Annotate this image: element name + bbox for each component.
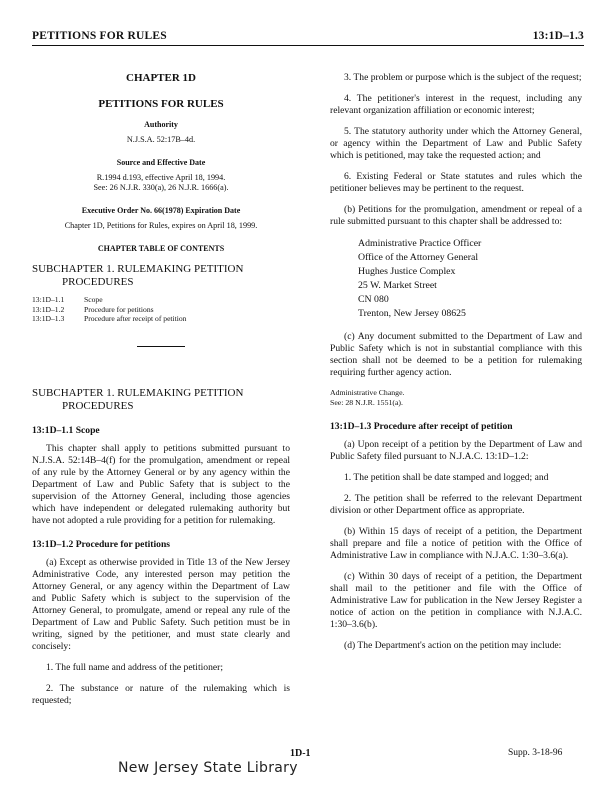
address-line: Hughes Justice Complex [358,266,456,277]
exec-order-text: Chapter 1D, Petitions for Rules, expires on April 18, 1999. [64,221,258,230]
section-heading-1-2: 13:1D–1.2 Procedure for petitions [32,538,171,550]
section-1-2-b: (b) Petitions for the promulgation, amendment or repeal of a rule submitted pursuant to this chapter shall be addressed to: [330,204,582,227]
authority-text: N.J.S.A. 52:17B–4d. [126,135,196,144]
authority-label: Authority [144,120,178,129]
library-stamp: New Jersey State Library [118,760,298,776]
section-1-3-b: (b) Within 15 days of receipt of a petition, the Department shall prepare and file a notice of petition with the Office of Administrative Law in compliance with N.J.A.C. 1:30–3.6(a). [330,526,582,561]
note-line-2: See: 28 N.J.R. 1551(a). [330,397,403,407]
address-line: Administrative Practice Officer [358,238,482,249]
section-1-2-item-1: 1. The full name and address of the petitioner; [46,661,223,673]
section-1-3-d: (d) The Department's action on the petition may include: [344,640,562,651]
toc-num[interactable]: 13:1D–1.2 [32,304,65,314]
section-1-2-item-5: 5. The statutory authority under which the Attorney General, or agency within the Department of Law and Public Safety which is petitioned, may take the requested action; and [330,126,582,161]
section-1-3-c: (c) Within 30 days of receipt of a petition, the Department shall mail to the petitioner and file with the Office of Administrative Law for publication in the New Jersey Register a notice of action on the petition in compliance with N.J.A.C. 1:30–3.6(b). [330,571,582,630]
table-of-contents [32,295,290,324]
section-1-2-item-3: 3. The problem or purpose which is the subject of the request; [344,72,582,83]
chapter-title: PETITIONS FOR RULES [98,98,224,110]
section-1-2-c: (c) Any document submitted to the Department of Law and Public Safety which is not in substantial compliance with this section shall not be deemed to be a petition for rulemaking requiring further agency action. [330,331,582,378]
source-line-1: R.1994 d.193, effective April 18, 1994. [96,173,226,182]
source-label: Source and Effective Date [116,158,206,167]
address-line: CN 080 [358,294,389,305]
toc-num[interactable]: 13:1D–1.3 [32,314,65,323]
note-line-1: Administrative Change. [330,388,405,397]
mailing-address [358,237,582,321]
header-rule [32,45,584,46]
section-1-2-item-6: 6. Existing Federal or State statutes and rules which the petitioner believes may be pertinent to the request. [330,171,582,194]
section-1-1-text: This chapter shall apply to petitions submitted pursuant to N.J.S.A. 52:14B–4(f) for the promulgation, amendment or repeal of any rule by the Attorney General or by any agency within the Department of Law and Public Safety that is subject to the supervision of the Attorney General, including those agencies which have independent or delegated rulemaking authority but have not adopted a rule providing for a petition for rulemaking. [32,442,290,526]
section-1-2-item-2: 2. The substance or nature of the rulemaking which is requested; [32,682,290,706]
running-header [32,30,584,42]
toc-label: CHAPTER TABLE OF CONTENTS [97,244,225,253]
section-1-3-a: (a) Upon receipt of a petition by the Department of Law and Public Safety filed pursuant to N.J.A.C. 13:1D–1.2: [330,439,582,462]
toc-title[interactable]: Procedure for petitions [84,304,154,314]
address-line: Trenton, New Jersey 08625 [358,308,466,319]
history-note [330,388,582,407]
toc-title[interactable]: Procedure after receipt of petition [84,314,187,323]
toc-title[interactable]: Scope [84,295,103,304]
subchapter-heading: SUBCHAPTER 1. RULEMAKING PETITION PROCEDURES [32,386,244,412]
source-line-2: See: 26 N.J.R. 330(a), 26 N.J.R. 1666(a). [93,183,229,192]
section-heading-1-3: 13:1D–1.3 Procedure after receipt of petition [330,421,513,432]
exec-order-label: Executive Order No. 66(1978) Expiration Date [81,206,241,215]
page-number: 1D-1 [290,748,311,759]
address-line: Office of the Attorney General [358,252,479,263]
divider [137,346,185,347]
section-1-3-item-1: 1. The petition shall be date stamped and logged; and [344,472,549,483]
header-title: PETITIONS FOR RULES [32,30,167,42]
supplement-date: Supp. 3-18-96 [508,748,563,758]
section-1-2-a: (a) Except as otherwise provided in Title 13 of the New Jersey Administrative Code, any interested person may petition the Attorney General, or any agency within the Department of Law and Public Safety which is subject to the supervision of the Attorney General, to promulgate, amend or repeal any rule of the Department of Law and Public Safety. Such petition must be in writing, signed by the petitioner, and must state clearly and concisely: [32,556,290,652]
chapter-number: CHAPTER 1D [126,72,196,84]
right-column [330,72,582,661]
section-1-3-item-2: 2. The petition shall be referred to the relevant Department division or other Department office as appropriate. [330,493,582,516]
section-heading-1-1: 13:1D–1.1 Scope [32,424,100,436]
header-section: 13:1D–1.3 [532,30,584,42]
toc-num[interactable]: 13:1D–1.1 [32,295,65,304]
left-column [32,72,290,716]
toc-subchapter: SUBCHAPTER 1. RULEMAKING PETITION PROCEDURES [32,263,244,288]
section-1-2-item-4: 4. The petitioner's interest in the request, including any relevant organization affiliation or economic interest; [330,93,582,116]
address-line: 25 W. Market Street [358,280,437,291]
